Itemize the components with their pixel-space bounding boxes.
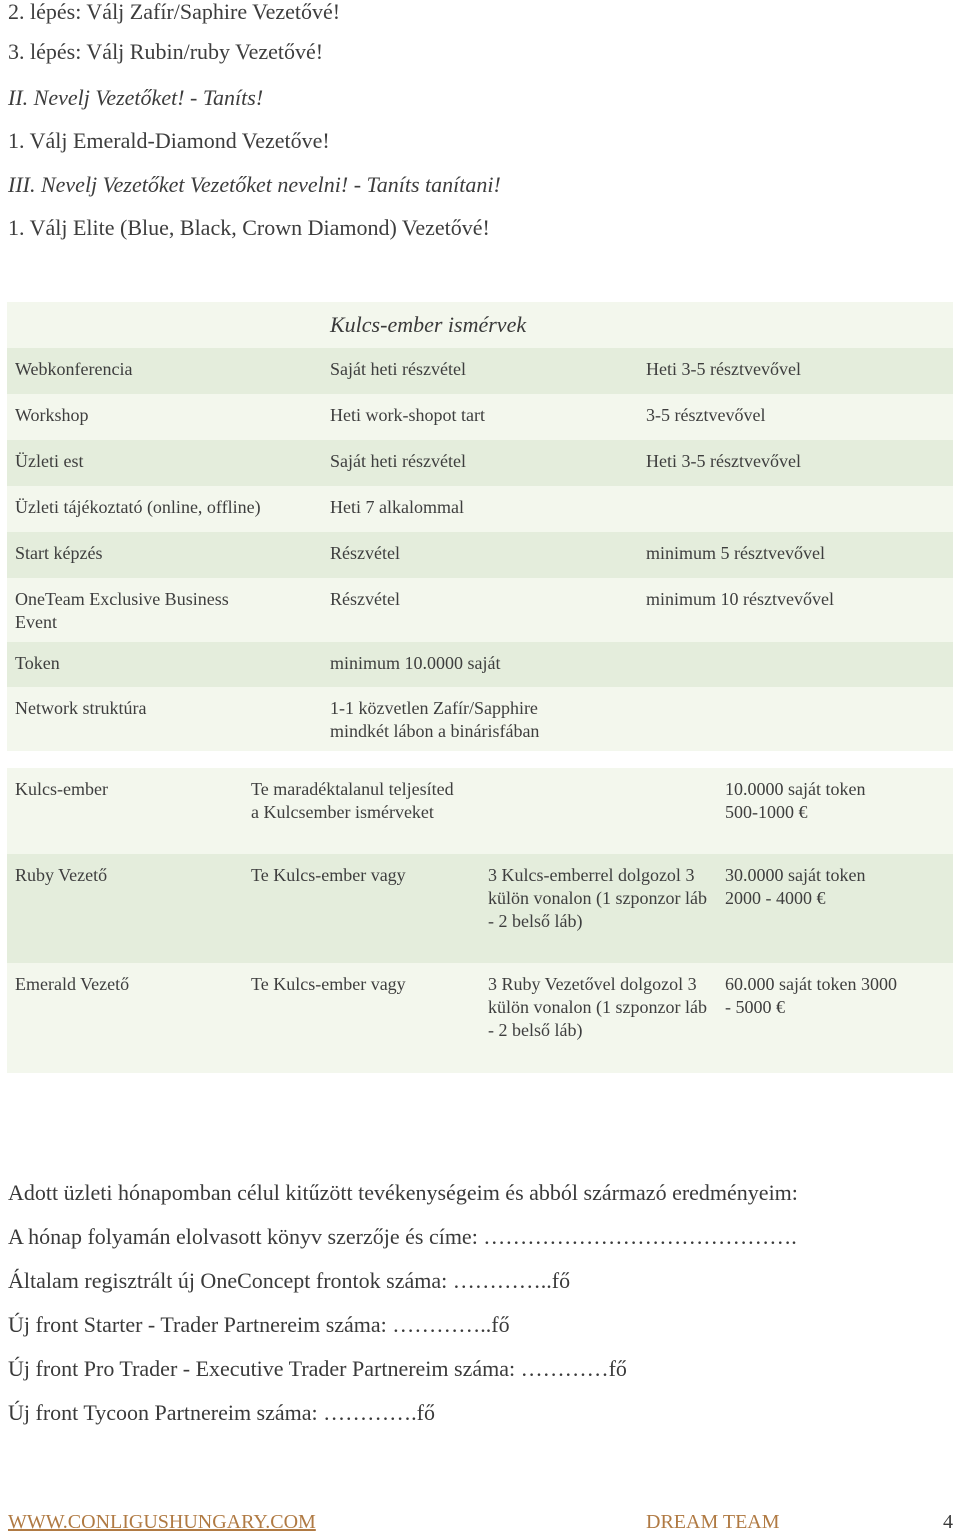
table-cell: Te maradéktalanul teljesíted a Kulcsember ismérveket xyxy=(251,779,454,822)
table-title: Kulcs-ember ismérvek xyxy=(330,312,527,337)
footer xyxy=(8,1510,953,1534)
table-cell: Heti work-shopot tart xyxy=(330,405,485,425)
website-link[interactable]: WWW.CONLIGUSHUNGARY.COM xyxy=(8,1511,316,1533)
leader-table xyxy=(7,768,953,1073)
table-cell: Webkonferencia xyxy=(15,359,133,379)
table-cell: minimum 10 résztvevővel xyxy=(646,589,834,609)
step-item: 1. Válj Emerald-Diamond Vezetőve! xyxy=(8,128,330,153)
table-cell: Heti 3-5 résztvevővel xyxy=(646,359,801,379)
step-heading: II. Nevelj Vezetőket! - Taníts! xyxy=(8,85,264,110)
step-item: 1. Válj Elite (Blue, Black, Crown Diamond) Vezetővé! xyxy=(8,215,490,240)
table-row xyxy=(7,532,953,578)
table-row xyxy=(7,963,953,1073)
table-cell: Kulcs-ember xyxy=(15,779,108,799)
table-cell: Ruby Vezető xyxy=(15,865,108,885)
table-row xyxy=(7,440,953,486)
monthly-goals-section xyxy=(8,1178,953,1442)
table-row xyxy=(7,394,953,440)
table-cell: Te Kulcs-ember vagy xyxy=(251,974,406,994)
table-row xyxy=(7,768,953,854)
table-row xyxy=(7,486,953,532)
table-cell: Workshop xyxy=(15,405,89,425)
step-heading: III. Nevelj Vezetőket Vezetőket nevelni! - Taníts tanítani! xyxy=(8,172,501,197)
table-cell: 10.0000 saját token 500-1000 € xyxy=(725,779,866,822)
table-row xyxy=(7,578,953,642)
goals-heading: Adott üzleti hónapomban célul kitűzött tevékenységeim és abból származó eredményeim: xyxy=(8,1180,798,1205)
table-cell: 3 Kulcs-emberrel dolgozol 3 külön vonalon (1 szponzor láb - 2 belső láb) xyxy=(488,865,707,931)
table-cell: Részvétel xyxy=(330,543,400,563)
table-cell: 1-1 közvetlen Zafír/Sapphire mindkét lábon a binárisfában xyxy=(330,698,540,741)
table-cell: Heti 3-5 résztvevővel xyxy=(646,451,801,471)
table-cell: Heti 7 alkalommal xyxy=(330,497,464,517)
table-cell: OneTeam Exclusive Business Event xyxy=(15,589,229,632)
table-cell: Emerald Vezető xyxy=(15,974,130,994)
tycoon-partners-line: Új front Tycoon Partnereim száma: ………….fő xyxy=(8,1400,435,1425)
kulcs-ember-table xyxy=(7,302,953,751)
table-cell: Saját heti részvétel xyxy=(330,359,466,379)
pro-trader-partners-line: Új front Pro Trader - Executive Trader Partnereim száma: …………fő xyxy=(8,1356,627,1381)
table-cell: Start képzés xyxy=(15,543,103,563)
table-row xyxy=(7,687,953,751)
page-number: 4 xyxy=(943,1511,953,1533)
table-cell: minimum 5 résztvevővel xyxy=(646,543,825,563)
book-line: A hónap folyamán elolvasott könyv szerzője és címe: ……………………………………. xyxy=(8,1224,797,1249)
starter-partners-line: Új front Starter - Trader Partnereim száma: …………..fő xyxy=(8,1312,510,1337)
table-cell: Token xyxy=(15,653,60,673)
table-cell: Üzleti est xyxy=(15,451,84,471)
table-cell: Saját heti részvétel xyxy=(330,451,466,471)
table-title-row xyxy=(7,302,953,348)
table-cell: Network struktúra xyxy=(15,698,147,718)
team-name: DREAM TEAM xyxy=(646,1511,780,1533)
table-row xyxy=(7,348,953,394)
table-cell: 30.0000 saját token 2000 - 4000 € xyxy=(725,865,866,908)
table-row xyxy=(7,642,953,687)
step-item: 3. lépés: Válj Rubin/ruby Vezetővé! xyxy=(8,39,324,64)
table-row xyxy=(7,854,953,963)
table-cell: minimum 10.0000 saját xyxy=(330,653,501,673)
fronts-line: Általam regisztrált új OneConcept frontok száma: …………..fő xyxy=(8,1268,571,1293)
table-cell: Te Kulcs-ember vagy xyxy=(251,865,406,885)
table-cell: 3-5 résztvevővel xyxy=(646,405,766,425)
table-cell: 60.000 saját token 3000 - 5000 € xyxy=(725,974,897,1017)
step-item: 2. lépés: Válj Zafír/Saphire Vezetővé! xyxy=(8,0,341,24)
table-cell: Üzleti tájékoztató (online, offline) xyxy=(15,497,261,517)
table-cell: Részvétel xyxy=(330,589,400,609)
table-cell: 3 Ruby Vezetővel dolgozol 3 külön vonalon (1 szponzor láb - 2 belső láb) xyxy=(488,974,707,1040)
